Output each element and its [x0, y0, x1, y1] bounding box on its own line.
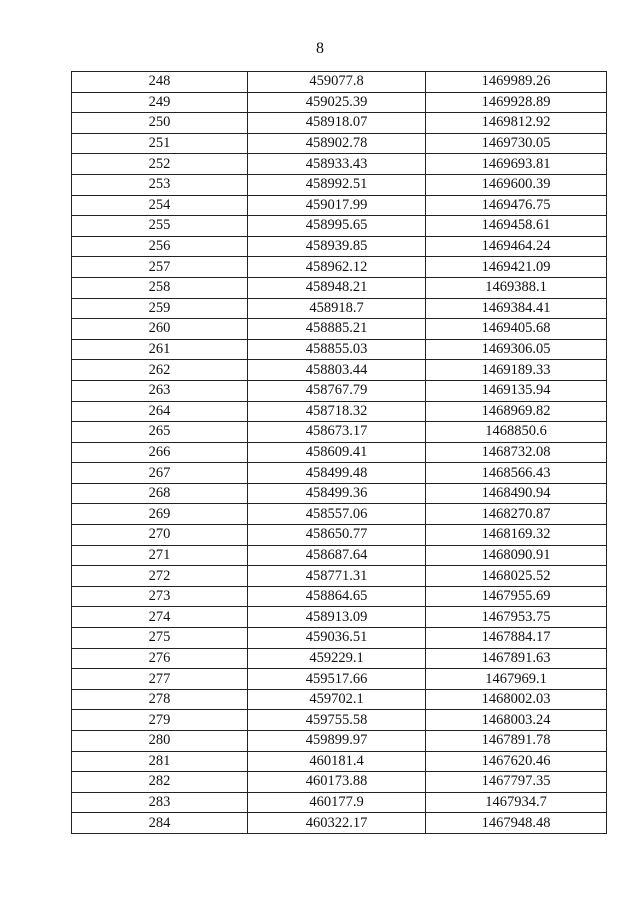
point-number-cell: 262	[72, 360, 248, 381]
y-coordinate-cell: 1467797.35	[426, 772, 607, 793]
y-coordinate-cell: 1467891.78	[426, 731, 607, 752]
x-coordinate-cell: 458687.64	[248, 545, 426, 566]
y-coordinate-cell: 1468732.08	[426, 442, 607, 463]
table-row	[72, 504, 607, 525]
table-row	[72, 92, 607, 113]
point-number-cell: 280	[72, 731, 248, 752]
y-coordinate-cell: 1467620.46	[426, 751, 607, 772]
table-row	[72, 772, 607, 793]
y-coordinate-cell: 1469405.68	[426, 319, 607, 340]
table-row	[72, 566, 607, 587]
y-coordinate-cell: 1469135.94	[426, 380, 607, 401]
point-number-cell: 269	[72, 504, 248, 525]
point-number-cell: 278	[72, 689, 248, 710]
table-row	[72, 463, 607, 484]
x-coordinate-cell: 458718.32	[248, 401, 426, 422]
point-number-cell: 255	[72, 216, 248, 237]
table-row	[72, 133, 607, 154]
y-coordinate-cell: 1468969.82	[426, 401, 607, 422]
table-row	[72, 154, 607, 175]
x-coordinate-cell: 458771.31	[248, 566, 426, 587]
point-number-cell: 276	[72, 648, 248, 669]
point-number-cell: 283	[72, 792, 248, 813]
y-coordinate-cell: 1469421.09	[426, 257, 607, 278]
y-coordinate-cell: 1469458.61	[426, 216, 607, 237]
table-row	[72, 648, 607, 669]
table-row	[72, 422, 607, 443]
x-coordinate-cell: 459702.1	[248, 689, 426, 710]
x-coordinate-cell: 460181.4	[248, 751, 426, 772]
x-coordinate-cell: 458918.7	[248, 298, 426, 319]
point-number-cell: 271	[72, 545, 248, 566]
x-coordinate-cell: 459077.8	[248, 72, 426, 93]
page-number: 8	[316, 40, 324, 57]
x-coordinate-cell: 458995.65	[248, 216, 426, 237]
x-coordinate-cell: 459229.1	[248, 648, 426, 669]
y-coordinate-cell: 1467953.75	[426, 607, 607, 628]
y-coordinate-cell: 1468169.32	[426, 525, 607, 546]
x-coordinate-cell: 458933.43	[248, 154, 426, 175]
y-coordinate-cell: 1469476.75	[426, 195, 607, 216]
y-coordinate-cell: 1469388.1	[426, 277, 607, 298]
y-coordinate-cell: 1469693.81	[426, 154, 607, 175]
point-number-cell: 275	[72, 628, 248, 649]
table-row	[72, 607, 607, 628]
table-row	[72, 792, 607, 813]
point-number-cell: 272	[72, 566, 248, 587]
y-coordinate-cell: 1468002.03	[426, 689, 607, 710]
y-coordinate-cell: 1468003.24	[426, 710, 607, 731]
table-row	[72, 319, 607, 340]
x-coordinate-cell: 458962.12	[248, 257, 426, 278]
y-coordinate-cell: 1469464.24	[426, 236, 607, 257]
y-coordinate-cell: 1468566.43	[426, 463, 607, 484]
x-coordinate-cell: 458939.85	[248, 236, 426, 257]
x-coordinate-cell: 458992.51	[248, 174, 426, 195]
x-coordinate-cell: 459036.51	[248, 628, 426, 649]
y-coordinate-cell: 1468025.52	[426, 566, 607, 587]
coordinates-table-body	[72, 72, 607, 834]
x-coordinate-cell: 458864.65	[248, 586, 426, 607]
table-row	[72, 195, 607, 216]
point-number-cell: 270	[72, 525, 248, 546]
point-number-cell: 257	[72, 257, 248, 278]
point-number-cell: 263	[72, 380, 248, 401]
y-coordinate-cell: 1469306.05	[426, 339, 607, 360]
x-coordinate-cell: 458913.09	[248, 607, 426, 628]
table-row	[72, 360, 607, 381]
x-coordinate-cell: 459755.58	[248, 710, 426, 731]
y-coordinate-cell: 1469989.26	[426, 72, 607, 93]
table-row	[72, 525, 607, 546]
point-number-cell: 248	[72, 72, 248, 93]
y-coordinate-cell: 1467891.63	[426, 648, 607, 669]
x-coordinate-cell: 458650.77	[248, 525, 426, 546]
point-number-cell: 284	[72, 813, 248, 834]
x-coordinate-cell: 458609.41	[248, 442, 426, 463]
coordinates-table	[71, 71, 607, 834]
table-row	[72, 442, 607, 463]
y-coordinate-cell: 1469928.89	[426, 92, 607, 113]
point-number-cell: 264	[72, 401, 248, 422]
y-coordinate-cell: 1467948.48	[426, 813, 607, 834]
y-coordinate-cell: 1468490.94	[426, 483, 607, 504]
x-coordinate-cell: 459017.99	[248, 195, 426, 216]
table-row	[72, 277, 607, 298]
x-coordinate-cell: 459899.97	[248, 731, 426, 752]
point-number-cell: 250	[72, 113, 248, 134]
y-coordinate-cell: 1468850.6	[426, 422, 607, 443]
point-number-cell: 249	[72, 92, 248, 113]
x-coordinate-cell: 460173.88	[248, 772, 426, 793]
table-row	[72, 257, 607, 278]
point-number-cell: 279	[72, 710, 248, 731]
point-number-cell: 259	[72, 298, 248, 319]
point-number-cell: 251	[72, 133, 248, 154]
point-number-cell: 265	[72, 422, 248, 443]
table-row	[72, 236, 607, 257]
table-row	[72, 216, 607, 237]
table-row	[72, 586, 607, 607]
y-coordinate-cell: 1467969.1	[426, 669, 607, 690]
y-coordinate-cell: 1467884.17	[426, 628, 607, 649]
point-number-cell: 268	[72, 483, 248, 504]
point-number-cell: 266	[72, 442, 248, 463]
point-number-cell: 260	[72, 319, 248, 340]
point-number-cell: 253	[72, 174, 248, 195]
y-coordinate-cell: 1468090.91	[426, 545, 607, 566]
x-coordinate-cell: 458673.17	[248, 422, 426, 443]
y-coordinate-cell: 1468270.87	[426, 504, 607, 525]
x-coordinate-cell: 458855.03	[248, 339, 426, 360]
table-row	[72, 813, 607, 834]
x-coordinate-cell: 458499.36	[248, 483, 426, 504]
point-number-cell: 258	[72, 277, 248, 298]
point-number-cell: 254	[72, 195, 248, 216]
point-number-cell: 277	[72, 669, 248, 690]
y-coordinate-cell: 1469189.33	[426, 360, 607, 381]
table-row	[72, 72, 607, 93]
y-coordinate-cell: 1469812.92	[426, 113, 607, 134]
point-number-cell: 282	[72, 772, 248, 793]
table-row	[72, 710, 607, 731]
point-number-cell: 261	[72, 339, 248, 360]
table-row	[72, 113, 607, 134]
x-coordinate-cell: 458557.06	[248, 504, 426, 525]
table-row	[72, 380, 607, 401]
table-row	[72, 174, 607, 195]
x-coordinate-cell: 460322.17	[248, 813, 426, 834]
table-row	[72, 339, 607, 360]
point-number-cell: 256	[72, 236, 248, 257]
x-coordinate-cell: 458803.44	[248, 360, 426, 381]
y-coordinate-cell: 1469600.39	[426, 174, 607, 195]
x-coordinate-cell: 460177.9	[248, 792, 426, 813]
x-coordinate-cell: 458885.21	[248, 319, 426, 340]
point-number-cell: 274	[72, 607, 248, 628]
x-coordinate-cell: 458948.21	[248, 277, 426, 298]
table-row	[72, 689, 607, 710]
table-row	[72, 731, 607, 752]
point-number-cell: 252	[72, 154, 248, 175]
point-number-cell: 267	[72, 463, 248, 484]
y-coordinate-cell: 1467934.7	[426, 792, 607, 813]
x-coordinate-cell: 458499.48	[248, 463, 426, 484]
table-row	[72, 298, 607, 319]
table-row	[72, 545, 607, 566]
y-coordinate-cell: 1469384.41	[426, 298, 607, 319]
point-number-cell: 273	[72, 586, 248, 607]
y-coordinate-cell: 1469730.05	[426, 133, 607, 154]
table-row	[72, 628, 607, 649]
x-coordinate-cell: 458918.07	[248, 113, 426, 134]
table-row	[72, 401, 607, 422]
x-coordinate-cell: 458902.78	[248, 133, 426, 154]
table-row	[72, 483, 607, 504]
y-coordinate-cell: 1467955.69	[426, 586, 607, 607]
table-row	[72, 669, 607, 690]
x-coordinate-cell: 459025.39	[248, 92, 426, 113]
x-coordinate-cell: 458767.79	[248, 380, 426, 401]
point-number-cell: 281	[72, 751, 248, 772]
table-row	[72, 751, 607, 772]
x-coordinate-cell: 459517.66	[248, 669, 426, 690]
